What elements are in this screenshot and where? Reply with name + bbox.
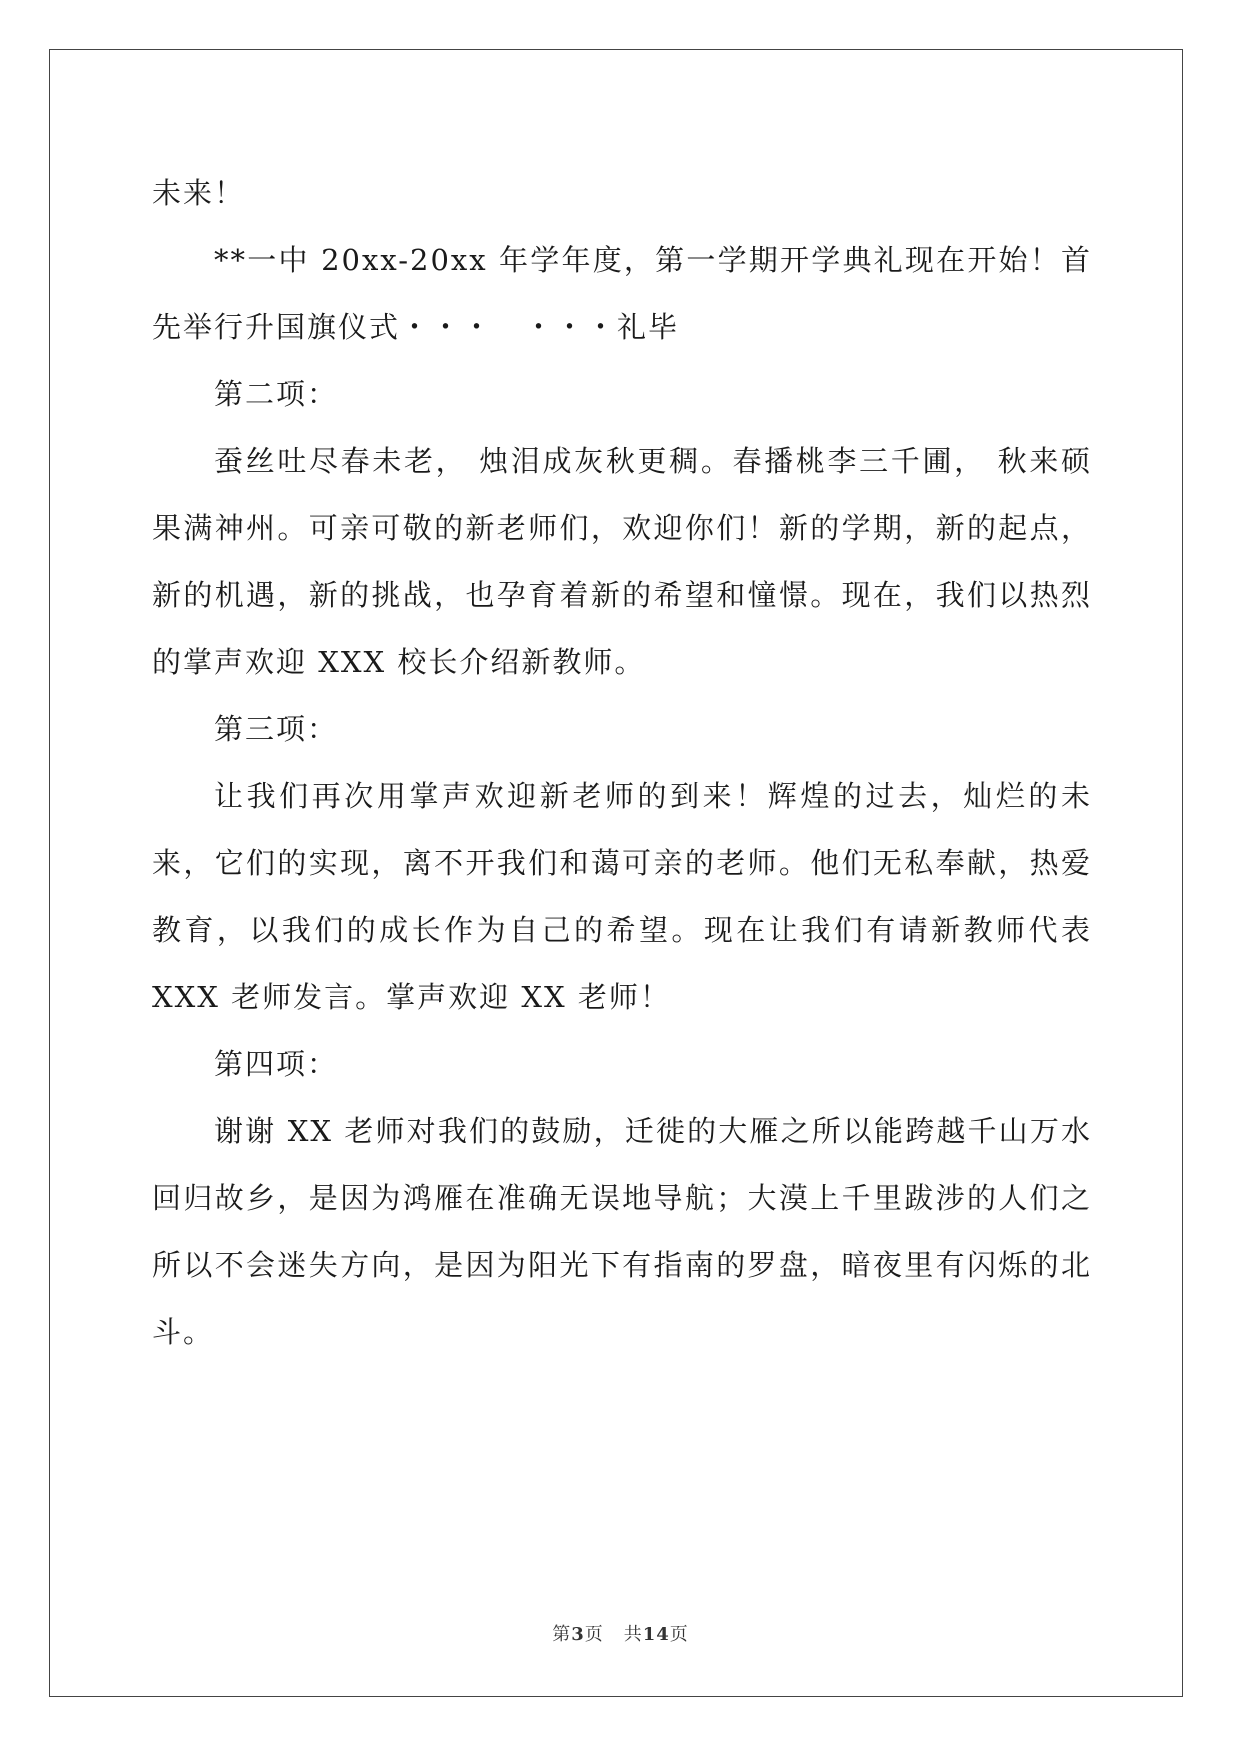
paragraph-4: 让我们再次用掌声欢迎新老师的到来！辉煌的过去，灿烂的未来，它们的实现，离不开我们和蔼可亲的老师。他们无私奉献，热爱教育，以我们的成长作为自己的希望。现在让我们有请新教师代表 XXX 老师发言。掌声欢迎 XX 老师！ [152,779,1092,1014]
page-prefix: 第 [552,1624,572,1645]
document-body [152,160,1092,1366]
page-suffix: 页 [584,1624,604,1645]
page-number: 3 [571,1624,585,1645]
paragraph-5: 谢谢 XX 老师对我们的鼓励，迁徙的大雁之所以能跨越千山万水回归故乡，是因为鸿雁在准确无误地导航；大漠上千里跋涉的人们之所以不会迷失方向，是因为阳光下有指南的罗盘，暗夜里有闪烁的北斗。 [152,1114,1092,1349]
total-prefix: 共 [623,1624,643,1645]
page-footer [0,1620,1241,1646]
paragraph-2: **一中 20xx-20xx 年学年度，第一学期开学典礼现在开始！首先举行升国旗仪式・・・ ・・・礼毕 [152,243,1092,344]
total-pages: 14 [642,1624,670,1645]
total-suffix: 页 [669,1624,689,1645]
paragraph-3: 蚕丝吐尽春未老， 烛泪成灰秋更稠。春播桃李三千圃， 秋来硕果满神州。可亲可敬的新老师们，欢迎你们！新的学期，新的起点，新的机遇，新的挑战，也孕育着新的希望和憧憬。现在，我们以热烈的掌声欢迎 XXX 校长介绍新教师。 [152,444,1092,679]
section-heading-3: 第三项： [214,712,339,746]
section-heading-2: 第二项： [214,377,339,411]
paragraph-1: 未来！ [152,176,246,210]
section-heading-4: 第四项： [214,1047,339,1081]
